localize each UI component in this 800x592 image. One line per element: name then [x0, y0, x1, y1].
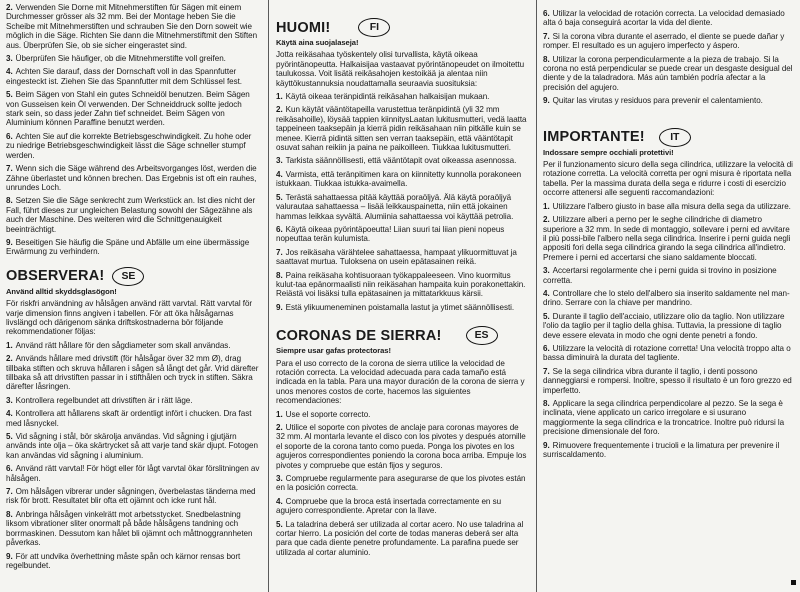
list-item: 7. Wenn sich die Säge während des Arbeitsvorganges löst, werden die Zähne überlastet und können brechen. Das Ergebnis ist oft ein rauhes, unrundes Loch.	[6, 164, 257, 192]
fi-list	[276, 92, 528, 312]
list-item: 4. Achten Sie darauf, dass der Dornschaft voll in das Spannfutter eingesteckt ist. Ziehen Sie das Spannfutter mit dem Schlüssel fest.	[6, 67, 242, 86]
list-item: 2. Kun käytät vääntötapeilla varustettua teränpidintä (yli 32 mm reikäsahoille), löysää tappien kiinnitysLaatan lukitusmutteri, vedä laatta tappeineen taaksepäin ja kierrä pidin reikäsahaan niin pitkälle kuin se menee. Kierrä pidintä sitten sen verran taaksepäin, että vääntötapit osuvat sahan reikiin ja paina ne paikoilleen. Tiukkaa lukitusmutteri.	[276, 105, 527, 153]
es-list-continued	[543, 9, 795, 106]
it-list	[543, 202, 795, 460]
list-item: 6. Käytä oikeaa pyörintäpoeutta! Liian suuri tai liian pieni nopeus nopeuttaa terän kulumista.	[276, 224, 505, 244]
list-item: 5. Beim Sägen von Stahl ein gutes Schneidöl benutzen. Beim Sägen von Gusseisen kein Öl verwenden. Der Schneiddruck sollte jedoch stark sein, so dass jeder Zahn tief schneidet. Beim Sägen von Aluminium können Paraffine benutzt werden.	[6, 90, 250, 128]
list-item: 3. Compruebe regularmente para asegurarse de que los pivotes están en la posición correcta.	[276, 474, 526, 493]
list-item: 9. Rimuovere frequentemente i trucioli e la limatura per prevenire il surriscaldamento.	[543, 440, 780, 460]
list-item: 8. Anbringa hålsågen vinkelrätt mot arbetsstycket. Snedbelastning liksom vibrationer sliter onormalt på både hålsågens tandning och borrmaskinen. Dessutom kan hålet bli ojämnt och måttnoggrannheten påverkas.	[6, 509, 253, 548]
fi-language-badge: FI	[358, 18, 390, 37]
list-item: 3. Kontrollera regelbundet att drivstiften är i rätt läge.	[6, 395, 193, 405]
list-item: 1. Använd rätt hållare för den sågdiameter som skall användas.	[6, 340, 231, 350]
fi-title: HUOMI!	[276, 19, 331, 36]
list-item: 8. Paina reikäsaha kohtisuoraan työkappaleeseen. Vino kuormitus kulut-taa epänormaalisti niin reikäsahan hampaita kuin porakonettakin. Reiästä voi lisäksi tulla epätasainen ja mittatarkkuus kärsii.	[276, 270, 526, 299]
column-middle	[276, 10, 528, 561]
se-subtitle: Använd alltid skyddsglasögon!	[6, 286, 117, 296]
se-intro: För riskfri användning av hålsågen använd rätt varvtal. Rätt varvtal för varje dimension finns angiven i tabellen. För att öka hålsågarnas livslängd och därigenom sänka driftskostnaderna bör följande rekommendationer följas:	[6, 299, 253, 337]
list-item: 8. Setzen Sie die Säge senkrecht zum Werkstück an. Ist dies nicht der Fall, führt dieses zur ungleichen Belastung sowohl der Sägezähne als auch der Maschine. Des weiteren wird die Schnittgenauigkeit beeinträchtigt.	[6, 196, 256, 234]
list-item: 4. Varmista, että teränpitimen kara on kiinnitetty kunnolla porakoneen istukkaan. Tiukkaa istukka-avaimella.	[276, 169, 522, 189]
list-item: 1. Utilizzare l'albero giusto in base alla misura della sega da utilizzare.	[543, 201, 791, 211]
list-item: 4. Kontrollera att hållarens skaft är ordentligt infört i chucken. Dra fast med låsnyckel.	[6, 409, 252, 428]
list-item: 1. Use el soporte correcto.	[276, 409, 371, 419]
it-header	[543, 128, 795, 147]
list-item: 6. Använd rätt varvtal! För högt eller för lågt varvtal ökar förslitningen av hålsågen.	[6, 464, 260, 483]
es-list	[276, 410, 528, 558]
list-item: 7. Jos reikäsaha värähtelee sahattaessa, hampaat ylikuormittuvat ja saattavat murtua. Tuloksena on usein epätasainen reikä.	[276, 247, 517, 267]
list-item: 8. Applicare la sega cilindrica perpendicolare al pezzo. Se la sega è inclinata, viene applicato un carico irregolare e si usurano maggiormente la sega cilindrica e la troncatrice. Inoltre può ridursi la precisione dimensionale del foro.	[543, 399, 785, 437]
list-item: 7. Si la corona vibra durante el aserrado, el diente se puede dañar y romper. El resultado es un agujero imperfecto y áspero.	[543, 31, 785, 51]
se-title: OBSERVERA!	[6, 268, 105, 285]
list-item: 6. Achten Sie auf die korrekte Betriebsgeschwindigkeit. Zu hohe oder zu niedrige Betriebsgeschwindigkeit lässt die Säge schneller stumpf werden.	[6, 131, 252, 160]
es-title: CORONAS DE SIERRA!	[276, 327, 442, 344]
fi-intro: Jotta reikäsahaa työskentely olisi turvallista, käytä oikeaa pyörintänopeutta. Halkaisijaa vastaavat pyörintänopeudet on ilmoitettu taulukossa. Voit lisätä reikäsahojen kestoikää ja alentaa niin käyttökustannuksia noudattamalla seuraavia suosituksia:	[276, 50, 525, 88]
list-item: 7. Se la sega cilindrica vibra durante il taglio, i denti possono danneggiarsi e rompersi. Inoltre, spesso il risultato è un foro grezzo ed imperfetto.	[543, 366, 792, 395]
list-item: 2. Används hållare med drivstift (för hålsågar över 32 mm Ø), drag tillbaka stiften och skruva hållaren i sågen så långt det går. Vrid därefter tillbaka så att drivstiften passar in i stifthålen och tryck in stiften. Säkra därefter låsringen.	[6, 354, 259, 392]
es-intro: Para el uso correcto de la corona de sierra utilice la velocidad de rotación correcta. La velocidad adecuada para cada tamaño está indicada en la tabla. Para una mayor duración de la corona de sierra y unos menores costos de corte, hacemos las siguientes recomendaciones:	[276, 358, 525, 406]
list-item: 3. Überprüfen Sie häufiger, ob die Mitnehmerstifte voll greifen.	[6, 54, 226, 64]
es-subtitle: Siempre usar gafas protectoras!	[276, 346, 391, 356]
fi-header	[276, 18, 528, 37]
es-language-badge: ES	[466, 326, 498, 345]
list-item: 6. Utilizar la velocidad de rotación correcta. La velocidad demasiado alta ó baja conseguirá acortar la vida del diente.	[543, 9, 785, 28]
se-list	[6, 341, 260, 571]
it-subtitle: Indossare sempre occhiali protettivi!	[543, 147, 674, 157]
list-item: 9. För att undvika överhettning måste spån och kärnor rensas bort regelbundet.	[6, 551, 241, 570]
es-header	[276, 326, 528, 345]
se-language-badge: SE	[112, 267, 144, 286]
column-right	[543, 9, 795, 463]
list-item: 5. Vid sågning i stål, bör skärolja användas. Vid sågning i gjutjärn används inte olja – öka skärtrycket så att varje tand skär djupt. Fotogen kan användas vid sågning i aluminium.	[6, 432, 258, 460]
it-title: IMPORTANTE!	[543, 129, 645, 146]
list-item: 5. Durante il taglio dell'acciaio, utilizzare olio da taglio. Non utilizzare l'olio da taglio per il taglio della ghisa. Tuttavia, la pressione di taglio deve essere elevata in modo che ogni dente penetri a fondo.	[543, 311, 785, 340]
list-item: 2. Utilice el soporte con pivotes de anclaje para coronas mayores de 32 mm. Al montarla levante el disco con los pivotes y después atornille el soporte de la corona tanto como pueda. Ponga los pivotes en los agujeros correspondientes poniendo la corona boca arriba. Empuje los pivotes y compruebe que están fijos y seguros.	[276, 423, 527, 470]
list-item: 9. Estä ylikuumeneminen poistamalla lastut ja ytimet säännöllisesti.	[276, 302, 515, 312]
print-mark	[791, 580, 796, 585]
list-item: 6. Utilizzare la velocità di rotazione corretta! Una velocità troppo alta o bassa diminuirà la durata del tagliente.	[543, 343, 791, 363]
column-divider	[268, 0, 269, 592]
list-item: 5. La taladrina deberá ser utilizada al cortar acero. No use taladrina al cortar hierro. La posición del corte de todas maneras deberá ser alta para que cada diente penetre profundamente. La parafina puede ser utilizada al cortar aluminio.	[276, 519, 524, 557]
list-item: 9. Beseitigen Sie häufig die Späne und Abfälle um eine übermässige Erwärmung zu verhindern.	[6, 237, 250, 257]
fi-subtitle: Käytä aina suojalaseja!	[276, 38, 359, 47]
list-item: 3. Accertarsi regolarmente che i perni guida si trovino in posizione corretta.	[543, 266, 777, 285]
it-intro: Per il funzionamento sicuro della sega cilindrica, utilizzare la velocità di rotazione corretta. La velocità corretta per ogni misura è riportata nella tabella. Per la massima durata della sega e ridurre i costi di esercizio occorre attenersi alle seguenti raccomandazioni:	[543, 160, 793, 198]
list-item: 4. Controllare che lo stelo dell'albero sia inserito saldamente nel man-drino. Serrare con la chiave per mandrino.	[543, 288, 790, 308]
list-item: 1. Käytä oikeaa teränpidintä reikäsahan halkaisijan mukaan.	[276, 92, 490, 102]
column-left	[6, 3, 260, 574]
list-item: 2. Verwenden Sie Dorne mit Mitnehmerstiften für Sägen mit einem Durchmesser grösser als 32 mm. Bei der Montage heben Sie die Scheibe mit Mitnehmerstiften und schrauben Sie den Dorn soweit wie möglich in die Säge. Richten Sie dann die Mitnehmerstiftmit den Stiften aus. Überprüfen Sie, ob sie sicher eingerastet sind.	[6, 3, 258, 50]
list-item: 4. Compruebe que la broca está insertada correctamente en su agujero correspondiente. Apretar con la llave.	[276, 496, 502, 516]
list-item: 2. Utilizzare alberi a perno per le seghe cilindriche di diametro superiore a 32 mm. In sede di montaggio, sollevare i perni ed avvitare il più possi-bile l'albero nella sega cilindrica. Inserire i perni guida negli appositi fori della sega cilindrica girando la sega cilindrica all'indietro. Premere i perni ed accertarsi che siano saldamente bloccati.	[543, 215, 791, 262]
it-language-badge: IT	[659, 128, 691, 147]
se-header	[6, 267, 260, 286]
list-item: 5. Terästä sahattaessa pitää käyttää poraöljyä. Älä käytä poraöljyä valurautaa sahattaessa – lisää leikkauspainetta, niin että jokainen hammas leikkaa syvältä. Alumiinia sahattaessa voi käyttää petrolia.	[276, 192, 514, 221]
list-item: 3. Tarkista säännöllisesti, että vääntötapit ovat oikeassa asennossa.	[276, 156, 517, 166]
list-item: 8. Utilizar la corona perpendicularmente a la pieza de trabajo. Si la corona no está perpendicular se puede crear un desgaste desigual del diente y de la taladradora. Más aún también podría afectar a la precisión del agujero.	[543, 54, 793, 92]
list-item: 7. Om hålsågen vibrerar under sågningen, överbelastas tänderna med risk för brott. Resultatet blir ofta ett ojämnt och icke runt hål.	[6, 487, 256, 506]
list-item: 9. Quitar las virutas y residuos para prevenir el calentamiento.	[543, 96, 763, 106]
column-divider	[536, 0, 537, 592]
de-list	[6, 3, 260, 257]
